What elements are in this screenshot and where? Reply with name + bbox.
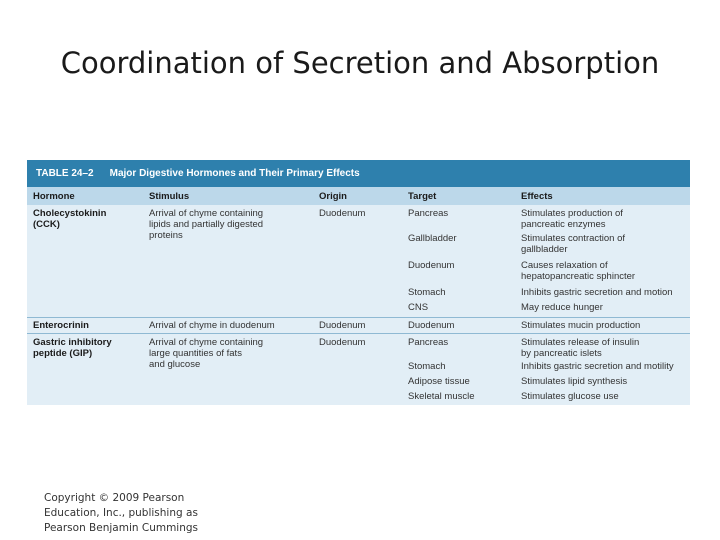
- hormone-cell: [33, 337, 145, 359]
- hormone-cell: Enterocrinin: [33, 320, 89, 331]
- effects-line: Causes relaxation of: [521, 260, 608, 271]
- slide-title: Coordination of Secretion and Absorption: [60, 46, 660, 80]
- effects-line: by pancreatic islets: [521, 348, 602, 359]
- target-cell: Duodenum: [408, 260, 455, 271]
- stimulus-cell: [149, 337, 314, 370]
- effects-cell: Inhibits gastric secretion and motion: [521, 287, 673, 298]
- effects-line: hepatopancreatic sphincter: [521, 271, 636, 282]
- effects-cell: [521, 337, 689, 359]
- hormone-name-line: Cholecystokinin: [33, 208, 107, 219]
- table-row-gip: [27, 333, 690, 406]
- stimulus-line: and glucose: [149, 359, 201, 370]
- stimulus-line: lipids and partially digested: [149, 219, 264, 230]
- target-cell: Pancreas: [408, 337, 449, 348]
- effects-line: Stimulates production of: [521, 208, 623, 219]
- target-cell: CNS: [408, 302, 429, 313]
- target-cell: Gallbladder: [408, 233, 457, 244]
- stimulus-line: proteins: [149, 230, 183, 241]
- table-row-cck: [27, 205, 690, 317]
- hormone-name-line: peptide (GIP): [33, 348, 93, 359]
- effects-cell: Stimulates lipid synthesis: [521, 376, 628, 387]
- table-caption-bar: [27, 160, 690, 187]
- stimulus-line: large quantities of fats: [149, 348, 242, 359]
- copyright-notice: [44, 491, 224, 536]
- origin-cell: Duodenum: [319, 337, 366, 348]
- column-header-stimulus: Stimulus: [149, 190, 190, 202]
- target-cell: Stomach: [408, 287, 446, 298]
- copyright-line: Pearson Benjamin Cummings: [44, 522, 199, 534]
- hormone-table: [27, 160, 690, 405]
- effects-line: gallbladder: [521, 244, 568, 255]
- effects-line: Stimulates release of insulin: [521, 337, 640, 348]
- target-cell: Adipose tissue: [408, 376, 470, 387]
- effects-cell: [521, 208, 689, 230]
- effects-cell: Inhibits gastric secretion and motility: [521, 361, 674, 372]
- effects-cell: May reduce hunger: [521, 302, 603, 313]
- target-cell: Skeletal muscle: [408, 391, 475, 402]
- target-cell: Stomach: [408, 361, 446, 372]
- column-header-target: Target: [408, 190, 437, 202]
- table-row-enterocrinin: [27, 317, 690, 333]
- copyright-line: Copyright © 2009 Pearson: [44, 492, 185, 504]
- effects-cell: Stimulates glucose use: [521, 391, 619, 402]
- column-header-origin: Origin: [319, 190, 347, 202]
- origin-cell: Duodenum: [319, 208, 366, 219]
- copyright-line: Education, Inc., publishing as: [44, 507, 198, 519]
- hormone-cell: [33, 208, 145, 230]
- column-header-hormone: Hormone: [33, 190, 75, 202]
- stimulus-line: Arrival of chyme containing: [149, 337, 264, 348]
- effects-line: Stimulates contraction of: [521, 233, 626, 244]
- column-header-row: [27, 187, 690, 205]
- stimulus-cell: Arrival of chyme in duodenum: [149, 320, 275, 331]
- table-caption: Major Digestive Hormones and Their Primary Effects: [109, 168, 360, 179]
- effects-cell: [521, 260, 689, 282]
- origin-cell: Duodenum: [319, 320, 366, 331]
- column-header-effects: Effects: [521, 190, 553, 202]
- effects-cell: [521, 233, 689, 255]
- target-cell: Duodenum: [408, 320, 455, 331]
- hormone-name-line: (CCK): [33, 219, 60, 230]
- table-number: TABLE 24–2: [36, 168, 94, 179]
- hormone-name-line: Gastric inhibitory: [33, 337, 112, 348]
- effects-cell: Stimulates mucin production: [521, 320, 641, 331]
- stimulus-line: Arrival of chyme containing: [149, 208, 264, 219]
- stimulus-cell: [149, 208, 314, 241]
- target-cell: Pancreas: [408, 208, 449, 219]
- effects-line: pancreatic enzymes: [521, 219, 606, 230]
